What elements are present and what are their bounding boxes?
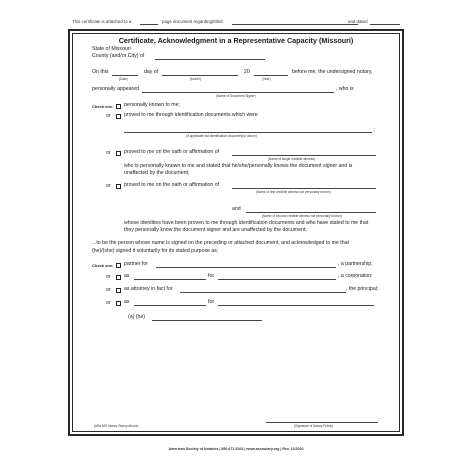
- known-checkbox[interactable]: [116, 104, 121, 109]
- seal-label: (Affix MO Notary Stamp Above): [94, 424, 139, 428]
- who-is-label: , who is: [336, 86, 354, 92]
- other-title-blank[interactable]: [134, 305, 206, 306]
- month-blank[interactable]: [162, 75, 238, 76]
- id-document-sublabel: (If applicable list identification document(s) above): [186, 134, 257, 138]
- witness-name-sublabel: (Name of single credible witness): [268, 157, 315, 161]
- appeared-label: personally appeared: [92, 86, 140, 92]
- pages-blank[interactable]: [140, 24, 158, 25]
- partner-checkbox[interactable]: [116, 263, 121, 268]
- certificate-title: Certificate, Acknowledgment in a Representative Capacity (Missouri): [118, 36, 354, 45]
- date-blank[interactable]: [112, 75, 138, 76]
- principal-label: , the principal;: [346, 286, 379, 292]
- oath-desc-line2: unaffected by the document;: [124, 170, 190, 176]
- purpose-line2: (he)/(she) signed it voluntarily for its stated purpose as:: [92, 248, 219, 254]
- other-capacity-checkbox[interactable]: [116, 301, 121, 306]
- month-sublabel: (Month): [190, 77, 201, 81]
- oath-single-checkbox[interactable]: [116, 151, 121, 156]
- known-label: personally known to me;: [124, 102, 180, 108]
- signature-blank[interactable]: [266, 422, 378, 423]
- two-desc-line1: whose identities have been proven to me through identification documents and who have stated to me that: [124, 220, 369, 226]
- before-me-label: before me, the undersigned notary,: [292, 69, 373, 75]
- id-document-blank[interactable]: [124, 132, 372, 133]
- signer-name-blank[interactable]: [142, 92, 334, 93]
- county-label: County (and/or City) of: [92, 53, 145, 59]
- on-this-label: On this: [92, 69, 109, 75]
- principal-blank[interactable]: [180, 292, 346, 293]
- or-label-3: or: [106, 183, 111, 189]
- year-sublabel: (Year): [262, 77, 271, 81]
- check-one-label-1: Check one:: [92, 104, 114, 109]
- county-blank[interactable]: [155, 59, 265, 60]
- signer-name-sublabel: (Name of Document Signer): [216, 94, 256, 98]
- attorney-checkbox[interactable]: [116, 288, 121, 293]
- witness2-blank[interactable]: [246, 212, 376, 213]
- other-entity-blank[interactable]: [218, 305, 374, 306]
- and-label: and: [232, 206, 241, 212]
- partnership-label: , a partnership;: [338, 261, 373, 267]
- or-label-5: or: [106, 287, 111, 293]
- or-label-6: or: [106, 300, 111, 306]
- for-label-1: for: [208, 273, 215, 279]
- dated-blank[interactable]: [370, 24, 400, 25]
- witness2-sublabel: (Name of second credible witness not personally known): [262, 214, 342, 218]
- for-label-2: for: [208, 299, 215, 305]
- as2-label: as: [124, 299, 130, 305]
- witness1-sublabel: (Name of first credible witness not personally known): [256, 190, 331, 194]
- attached-text: This certificate is attached to a: [72, 19, 132, 24]
- corporation-blank[interactable]: [218, 279, 336, 280]
- semicolon: ;: [374, 127, 376, 133]
- corporation-checkbox[interactable]: [116, 275, 121, 280]
- attachment-header: [72, 18, 404, 26]
- or-label-1: or: [106, 113, 111, 119]
- proved-id-label: proved to me through identification documents which were: [124, 112, 258, 118]
- document-title-blank[interactable]: [232, 24, 358, 25]
- he-she-blank[interactable]: [152, 320, 262, 321]
- oath-single-label: proved to me on the oath or affirmation of: [124, 149, 220, 155]
- partner-label: partner for: [124, 261, 148, 267]
- or-label-2: or: [106, 150, 111, 156]
- date-sublabel: (Date): [119, 77, 128, 81]
- signature-label: (Signature of Notary Public): [294, 424, 334, 428]
- two-desc-line2: they personally know the document signer and are unaffected by the document;: [124, 227, 307, 233]
- proved-id-checkbox[interactable]: [116, 114, 121, 119]
- check-one-label-2: Check one:: [92, 263, 114, 268]
- day-of-label: day of: [144, 69, 159, 75]
- attorney-label: as attorney in fact for: [124, 286, 173, 292]
- as-label: as: [124, 273, 130, 279]
- state-label: State of Missouri: [92, 46, 131, 52]
- regarding-text: page document regarding/titled: [162, 19, 223, 24]
- oath-desc-line1: who is personally known to me and stated that he/she/personally knows the document signer and is: [124, 163, 353, 169]
- oath-two-label: proved to me on the oath or affirmation of: [124, 182, 220, 188]
- purpose-line1: ...to be the person whose name is signed on the preceding or attached document, and acknowledged to me that: [92, 240, 349, 246]
- or-label-4: or: [106, 274, 111, 280]
- witness-name-blank[interactable]: [232, 155, 376, 156]
- corporation-label: , a corporation;: [338, 273, 373, 279]
- partnership-blank[interactable]: [156, 267, 336, 268]
- year-prefix: 20: [244, 69, 250, 75]
- footer: American Society of Notaries | 850.671.5164 | www.asnnotary.org | Rev. 11/2020: [168, 447, 304, 451]
- witness1-blank[interactable]: [232, 188, 376, 189]
- oath-two-checkbox[interactable]: [116, 184, 121, 189]
- year-blank[interactable]: [254, 75, 288, 76]
- officer-title-blank[interactable]: [134, 279, 206, 280]
- he-she-label: (a) (he): [128, 314, 146, 320]
- dated-text: and dated: [348, 19, 368, 24]
